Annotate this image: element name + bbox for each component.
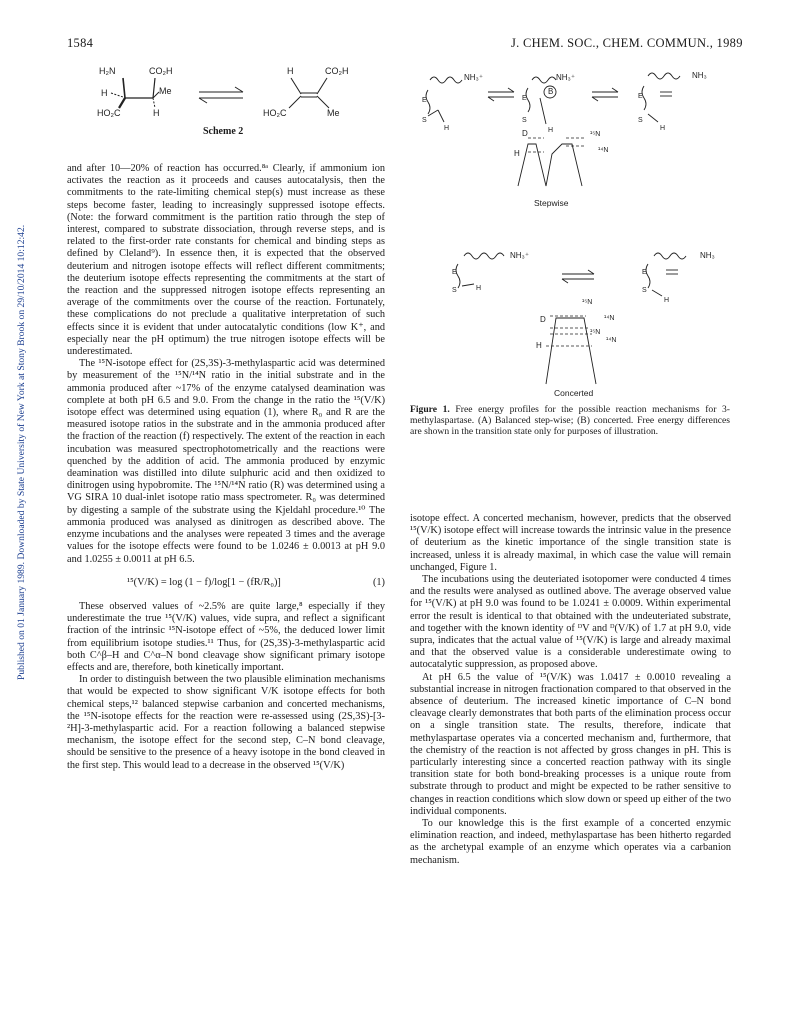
left-column xyxy=(67,163,385,772)
caption-label: Figure 1. xyxy=(410,404,450,415)
scheme-left-label: H xyxy=(101,88,108,98)
concerted-label: ¹⁵N xyxy=(590,329,601,336)
concerted-label: ¹⁵N xyxy=(582,299,593,306)
concerted-label: ¹⁴N xyxy=(604,315,615,322)
figure-top-label: E xyxy=(422,97,427,104)
sidebar-text: Published on 01 January 1989. Downloaded by State University of New York at Stony Brook on 29/10/2014 10:12:42. xyxy=(16,224,27,680)
left-paragraph: In order to distinguish between the two plausible elimination mechanisms that would be expected to show significant V/K isotope effects for both chemical steps,¹² balanced stepwise carbanion and concerted mechanisms, the ¹⁵N-isotope effects for the reaction were re-assessed using (2S,3S)-[3-²H]-3-methylaspartic acid. For a reaction following a balanced stepwise mechanism, the isotope effect for the second step, C–N bond cleavage, should be sensitive to the presence of a heavy isotope in the bond cleaved in the first step. This would lead to a decrease in the observed ¹⁵(V/K) xyxy=(67,674,385,771)
scheme-left-label: H₂N xyxy=(99,66,116,76)
concerted-top-label: NH₃⁺ xyxy=(510,251,530,260)
publication-sidebar xyxy=(2,120,27,680)
scheme-label: Scheme 2 xyxy=(203,126,244,137)
caption-text: Free energy profiles for the possible reaction mechanisms for 3-methylaspartase. (A) Balanced step-wise; (B) concerted. Free energy differences are shown in the transition state only for purposes of illustration. xyxy=(410,404,730,438)
concerted-top-label: NH₃ xyxy=(700,251,715,260)
equilibrium-arrows xyxy=(199,87,243,103)
scheme-right-label: CO₂H xyxy=(325,66,349,76)
scheme-left-molecule xyxy=(97,66,173,118)
scheme-left-label: HO₂C xyxy=(97,108,121,118)
scheme-2-structures xyxy=(95,60,395,128)
scheme-left-label: H xyxy=(153,108,160,118)
figure-top-label: NH₃ xyxy=(692,71,707,80)
figure-top-label: NH₃⁺ xyxy=(556,73,576,82)
equation-text: ¹⁵(V/K) = log (1 − f)/log[1 − (fR/R₀)] xyxy=(127,576,281,588)
concerted-top-label: H xyxy=(476,285,482,292)
equation-1 xyxy=(67,577,385,589)
right-paragraph: The incubations using the deuteriated isotopomer were conducted 4 times and the results were analysed as outlined above. The average observed value for ¹⁵(V/K) at pH 9.0 was found to be 1.0241 ± 0.0009. Within experimental error the result is identical to that obtained with the undeuteriated substrate, and together with the known identity of ᴰV and ᴰ(V/K) of 1.7 at pH 9.0, vide supra, indicates that the actual value of ¹⁵(V/K) is large and already maximal and that the observed value is a considerable underestimate owing to autocatalytic suppression, as proposed above. xyxy=(410,574,731,671)
stepwise-profile xyxy=(514,129,608,208)
figure-top-label: H xyxy=(660,125,666,132)
concerted-label: H xyxy=(536,341,542,350)
concerted-profile xyxy=(536,299,616,398)
scheme-right-label: H xyxy=(287,66,294,76)
concerted-top-label: S xyxy=(642,287,647,294)
right-paragraph: isotope effect. A concerted mechanism, however, predicts that the observed ¹⁵(V/K) isotope effect will increase towards the intrinsic value in the presence of deuterium as the kinetic importance of the single transition state is increased, unless it is already maximal, in which case the value will remain unchanged, Figure 1. xyxy=(410,513,731,573)
figure-caption xyxy=(410,404,730,438)
concerted-top-label: E xyxy=(642,269,647,276)
concerted-top-label: E xyxy=(452,269,457,276)
stepwise-label: D xyxy=(522,129,528,138)
journal-header: J. CHEM. SOC., CHEM. COMMUN., 1989 xyxy=(511,36,743,50)
scheme-left-label: Me xyxy=(159,86,172,96)
page-number: 1584 xyxy=(67,36,94,50)
concerted-label: ¹⁴N xyxy=(606,337,617,344)
concerted-top-label: S xyxy=(452,287,457,294)
left-paragraph: The ¹⁵N-isotope effect for (2S,3S)-3-methylaspartic acid was determined by measurement of the ¹⁵N/¹⁴N ratio in the initial substrate and in the ammonia produced after ~17% of the enzyme catalysed deamination was complete at both pH 6.5 and 9.0. From the change in the ratio the ¹⁵(V/K) isotope effect was determined using equation (1), where R₀ and R are the measured isotope ratios in the substrate and in the ammonia produced after the fraction of the reaction (f) respectively. The extent of the reaction in each incubation was measured spectrophotometrically and the reactions were quenched by the addition of acid. The ammonia produced by enzymic deamination was distilled into dilute sulphuric acid and then oxidized to dinitrogen using hypobromite. The ¹⁵N/¹⁴N ratio (R) was determined using a VG SIRA 10 dual-inlet isotope ratio mass spectrometer. R₀ was determined by digesting a sample of the substrate using the Kjeldahl procedure.¹⁰ The ammonia produced was analysed as dinitrogen as described above. The enzyme incubations and the analyses were repeated 3 times and the average values for the isotope effects were found to be 1.0246 ± 0.0013 at pH 9.0 and 1.0255 ± 0.0011 at pH 6.5. xyxy=(67,358,385,565)
concerted-top-row xyxy=(452,251,715,304)
concerted-top-label: H xyxy=(664,297,670,304)
figure-top-label: E xyxy=(522,95,527,102)
figure-top-label: B xyxy=(548,87,554,96)
stepwise-title: Stepwise xyxy=(534,198,569,208)
left-paragraph: These observed values of ~2.5% are quite large,⁸ especially if they underestimate the true ¹⁵(V/K) values, vide supra, and reflect a significant fraction of the intrinsic ¹⁵N-isotope effect of ~5%, the deduced lower limit from equilibrium isotope studies.¹¹ Thus, for (2S,3S)-3-methylaspartic acid both C^β–H and C^α–N bond cleavage show significant primary isotope effects and are, therefore, both kinetically important. xyxy=(67,600,385,673)
right-column xyxy=(410,513,731,867)
figure-top-label: S xyxy=(522,117,527,124)
stepwise-label: H xyxy=(514,149,520,158)
concerted-label: D xyxy=(540,315,546,324)
right-paragraph: To our knowledge this is the first example of a concerted enzymic elimination reaction, and indeed, methylaspartase has been hitherto regarded as the archetypal example of an enzyme which operates via a carbanion mechanism. xyxy=(410,818,731,866)
scheme-left-label: CO₂H xyxy=(149,66,173,76)
figure-1-diagram xyxy=(410,58,730,398)
figure-top-row xyxy=(422,71,707,134)
scheme-right-label: Me xyxy=(327,108,340,118)
equation-number: (1) xyxy=(372,576,385,588)
figure-top-label: E xyxy=(638,93,643,100)
figure-top-label: NH₃⁺ xyxy=(464,73,484,82)
scheme-right-label: HO₂C xyxy=(263,108,287,118)
scheme-right-molecule xyxy=(263,66,349,118)
right-paragraph: At pH 6.5 the value of ¹⁵(V/K) was 1.0417 ± 0.0010 revealing a substantial increase in nitrogen fractionation compared to that observed in the absence of deuterium. The increased kinetic importance of C–N bond cleavage clearly demonstrates that both parts of the elimination process occur on a single transition state. The results, therefore, indicate that methylaspartase operates via a concerted mechanism and, furthermore, that the chemistry of the reaction is not affected by gross changes in pH. This is particularly interesting since a concerted reaction pathway with its single transition state for both bond-breaking processes is a unique route from substrate through to product and might be expected to be rather sensitive to changes in reaction conditions which slow down or speed up either of the two individual components. xyxy=(410,671,731,817)
stepwise-label: ¹⁵N xyxy=(590,131,601,138)
figure-top-label: S xyxy=(422,117,427,124)
figure-top-label: H xyxy=(548,127,554,134)
stepwise-label: ¹⁴N xyxy=(598,147,609,154)
left-paragraph: and after 10—20% of reaction has occurred.⁸ᵃ Clearly, if ammonium ion activates the reaction as it proceeds and causes autocatalysis, then the commitments to the rate-limiting chemical step(s) must increase as these steps become faster, leading to increasingly suppressed isotope effects. (Note: the forward commitment is the partition ratio through the step of interest, compared to substrate dissociation, through reverse steps, and is related to the first-order rate constants for chemical and binding steps as defined by Cleland⁹). In essence then, it is expected that the observed deuterium and nitrogen isotope effects will reflect different commitments; the deuterium isotope effects representing the commitments at the start of the reaction and the suppressed nitrogen isotope effects representing an average of the commitments over the course of the reaction. Fortunately, these complications do not preclude a qualitative interpretation of such effects since it is evident that under autocatalytic conditions (low K⁺, and especially near the pH optimum) the true nitrogen isotope effects will be underestimated. xyxy=(67,163,385,358)
concerted-title: Concerted xyxy=(554,388,594,398)
figure-top-label: H xyxy=(444,125,450,132)
figure-top-label: S xyxy=(638,117,643,124)
